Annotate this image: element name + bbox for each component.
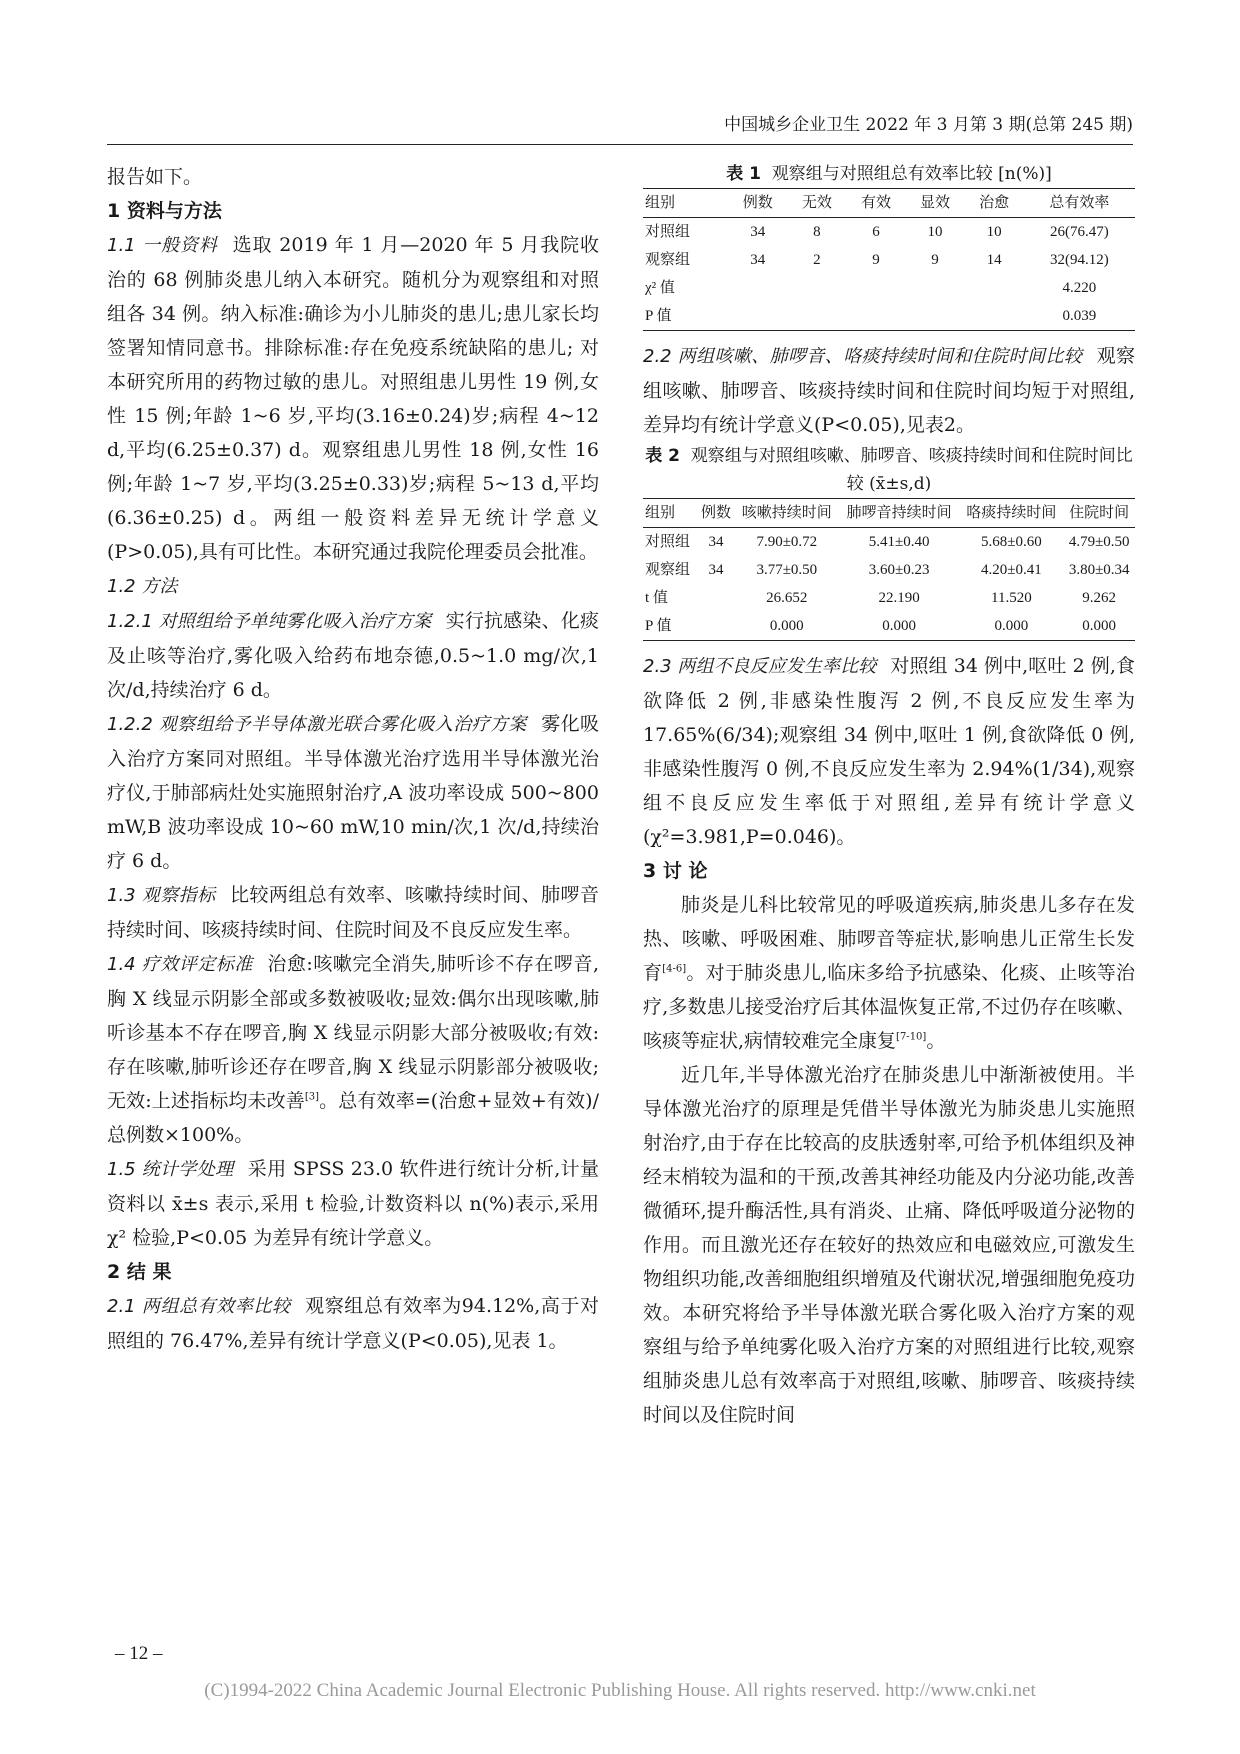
citation-7-10: [7-10]	[896, 1031, 927, 1043]
table-cell	[906, 274, 965, 302]
table-cell: 32(94.12)	[1049, 252, 1109, 268]
table-cell: 10	[927, 224, 943, 240]
table-cell: 14	[986, 252, 1002, 268]
section-1-2-1-title: 1.2.1 对照组给予单纯雾化吸入治疗方案	[107, 611, 432, 632]
table-cell: 4.20±0.41	[981, 562, 1042, 578]
table-1-header-row	[643, 189, 1135, 218]
section-1-3-text: 比较两组总有效率、咳嗽持续时间、肺啰音持续时间、咳痰持续时间、住院时间及不良反应发生率。	[107, 884, 599, 941]
section-1-1-title: 1.1 一般资料	[107, 235, 218, 256]
table-cell	[846, 274, 905, 302]
section-1-3	[107, 878, 599, 947]
table-1-header-cell: 组别	[645, 195, 676, 211]
table-cell: t 值	[645, 590, 668, 606]
section-2-1	[107, 1289, 599, 1358]
table-row	[643, 302, 1135, 331]
table-cell	[728, 302, 787, 331]
section-1-3-title: 1.3 观察指标	[107, 885, 216, 906]
table-1	[643, 160, 1135, 331]
table-cell: P 值	[645, 308, 672, 324]
section-2-3	[643, 649, 1135, 854]
table-cell: 9	[872, 252, 880, 268]
section-1-1-text: 选取 2019 年 1 月—2020 年 5 月我院收治的 68 例肺炎患儿纳入本研究。随机分为观察组和对照组各 34 例。纳入标准:确诊为小儿肺炎的患儿;患儿家长均签署知情同意书。排除标准:存在免疫系统缺陷的患儿; 对本研究所用的药物过敏的患儿。对照组患儿男性 19 例,女性 15 例;年龄 1~6 岁,平均(3.16±0.24)岁;病程 4~12 d,平均(6.25±0.37) d。观察组患儿男性 18 例,女性 16 例;年龄 1~7 岁,平均(3.25±0.33)岁;病程 5~13 d,平均(6.36±0.25) d。两组一般资料差异无统计学意义(P>0.05),具有可比性。本研究通过我院伦理委员会批准。	[107, 234, 599, 563]
table-cell: 34	[708, 534, 724, 550]
table-row	[643, 528, 1135, 557]
table-cell: 34	[708, 562, 724, 578]
table-row	[643, 274, 1135, 302]
table-2	[643, 442, 1135, 641]
table-cell: 对照组	[645, 224, 691, 240]
table-cell: 0.000	[1082, 618, 1117, 634]
table-1-header-cell: 治愈	[979, 195, 1010, 211]
table-cell: 10	[986, 224, 1002, 240]
table-row	[643, 556, 1135, 584]
table-2-header-cell: 咳嗽持续时间	[741, 505, 832, 521]
section-2-3-text: 对照组 34 例中,呕吐 2 例,食欲降低 2 例,非感染性腹泻 2 例,不良反应发生率为 17.65%(6/34);观察组 34 例中,呕吐 1 例,食欲降低 0 例,非感染性腹泻 0 例,不良反应发生率为 2.94%(1/34),观察组不良反应发生率低于对照组,差异有统计学意义(χ²=3.981,P=0.046)。	[643, 655, 1135, 848]
table-1-caption	[643, 160, 1135, 188]
section-1-1	[107, 228, 599, 569]
table-row	[643, 218, 1135, 247]
section-1-5-text: 采用 SPSS 23.0 软件进行统计分析,计量资料以 x̄±s 表示,采用 t 检验,计数资料以 n(%)表示,采用 χ² 检验,P<0.05 为差异有统计学意义。	[107, 1158, 599, 1249]
section-2-2-title: 2.2 两组咳嗽、肺啰音、咯痰持续时间和住院时间比较	[643, 346, 1083, 367]
left-column	[107, 160, 599, 1358]
page-number: – 12 –	[115, 1643, 163, 1664]
table-1-header-cell: 总有效率	[1049, 195, 1110, 211]
section-1-4-title: 1.4 疗效评定标准	[107, 954, 253, 975]
table-cell	[846, 302, 905, 331]
table-cell: 5.68±0.60	[981, 534, 1042, 550]
table-cell: 26(76.47)	[1049, 224, 1109, 240]
table-cell: 0.000	[994, 618, 1029, 634]
right-column	[643, 160, 1135, 1432]
table-2-header-row	[643, 499, 1135, 528]
heading-discussion: 3 讨 论	[643, 860, 708, 882]
table-cell	[787, 302, 846, 331]
table-row	[643, 584, 1135, 612]
table-cell	[965, 302, 1024, 331]
heading-methods: 1 资料与方法	[107, 200, 222, 222]
table-cell: 对照组	[645, 534, 691, 550]
table-cell: 2	[813, 252, 821, 268]
table-2-header-cell: 肺啰音持续时间	[846, 505, 952, 521]
table-1-grid	[643, 188, 1135, 331]
table-cell: 11.520	[991, 590, 1032, 606]
section-1-2-1-text: 实行抗感染、化痰及止咳等治疗,雾化吸入给药布地奈德,0.5~1.0 mg/次,1 次/d,持续治疗 6 d。	[107, 610, 599, 701]
table-cell	[906, 302, 965, 331]
table-cell: 3.77±0.50	[756, 562, 818, 578]
section-2-2	[643, 339, 1135, 442]
table-cell: 34	[750, 252, 766, 268]
discussion-paragraph-1: 肺炎是儿科比较常见的呼吸道疾病,肺炎患儿多存在发热、咳嗽、呼吸困难、肺啰音等症状,影响患儿正常生长发育[4-6]。对于肺炎患儿,临床多给予抗感染、化痰、止咳等治疗,多数患儿接受治疗后其体温恢复正常,不过仍存在咳嗽、咳痰等症状,病情较难完全康复[7-10]。	[643, 894, 1135, 1052]
section-1-4	[107, 947, 599, 1152]
table-2-caption	[643, 442, 1135, 498]
table-cell: 9	[931, 252, 939, 268]
table-cell: 9.262	[1082, 590, 1117, 606]
table-cell: 22.190	[878, 590, 920, 606]
section-2-2-text: 观察组咳嗽、肺啰音、咳痰持续时间和住院时间均短于对照组,差异均有统计学意义(P<0.05),见表2。	[643, 345, 1135, 436]
section-1-5	[107, 1152, 599, 1255]
section-1-2-2-text: 雾化吸入治疗方案同对照组。半导体激光治疗选用半导体激光治疗仪,于肺部病灶处实施照射治疗,A 波功率设成 500~800 mW,B 波功率设成 10~60 mW,10 min/次,1 次/d,持续治疗 6 d。	[107, 713, 599, 872]
table-cell	[697, 584, 735, 612]
discussion-paragraph-2: 近几年,半导体激光治疗在肺炎患儿中渐渐被使用。半导体激光治疗的原理是凭借半导体激光为肺炎患儿实施照射治疗,由于存在比较高的皮肤透射率,可给予机体组织及神经末梢较为温和的干预,改善其神经功能及内分泌功能,改善微循环,提升酶活性,具有消炎、止痛、降低呼吸道分泌物的作用。而且激光还存在较好的热效应和电磁效应,可激发生物组织功能,改善细胞组织增殖及代谢状况,增强细胞免疫功效。本研究将给予半导体激光联合雾化吸入治疗方案的观察组与给予单纯雾化吸入治疗方案的对照组进行比较,观察组肺炎患儿总有效率高于对照组,咳嗽、肺啰音、咳痰持续时间以及住院时间	[643, 1064, 1135, 1426]
table-cell: P 值	[645, 618, 672, 634]
table-cell	[965, 274, 1024, 302]
section-2-3-title: 2.3 两组不良反应发生率比较	[643, 656, 877, 677]
citation-3: [3]	[304, 1091, 320, 1103]
footer-copyright: (C)1994-2022 China Academic Journal Electronic Publishing House. All rights reserved. http://www.cnki.net	[204, 1680, 1036, 1701]
table-cell: 6	[872, 224, 880, 240]
table-cell: 34	[750, 224, 766, 240]
running-head: 中国城乡企业卫生 2022 年 3 月第 3 期(总第 245 期)	[107, 110, 1133, 145]
table-row	[643, 612, 1135, 641]
table-1-header-cell: 有效	[860, 195, 891, 211]
table-2-grid	[643, 498, 1135, 641]
table-1-header-cell: 无效	[801, 195, 832, 211]
table-cell: 观察组	[645, 252, 691, 268]
table-cell: 4.220	[1062, 280, 1097, 296]
table-cell	[787, 274, 846, 302]
table-2-header-cell: 咯痰持续时间	[966, 505, 1057, 521]
table-cell: 5.41±0.40	[868, 534, 930, 550]
table-cell: 26.652	[766, 590, 808, 606]
table-cell	[728, 274, 787, 302]
table-2-header-cell: 住院时间	[1069, 505, 1130, 521]
table-2-header-cell: 例数	[701, 505, 732, 521]
table-cell: 3.80±0.34	[1068, 562, 1130, 578]
table-cell: 0.039	[1062, 308, 1097, 324]
section-1-2-1	[107, 604, 599, 707]
table-cell: χ² 值	[645, 280, 675, 296]
table-1-number: 表 1	[726, 164, 761, 184]
table-cell: 4.79±0.50	[1068, 534, 1130, 550]
citation-4-6: [4-6]	[662, 963, 687, 975]
paragraph-report: 报告如下。	[107, 166, 203, 188]
table-cell	[697, 612, 735, 641]
section-1-4-text-a: 治愈:咳嗽完全消失,肺听诊不存在啰音,胸 X 线显示阴影全部或多数被吸收;显效:偶尔出现咳嗽,肺听诊基本不存在啰音,胸 X 线显示阴影大部分被吸收;有效:存在咳嗽,肺听诊还存在啰音,胸 X 线显示阴影部分被吸收;无效:上述指标均未改善	[107, 953, 599, 1112]
table-cell: 0.000	[882, 618, 916, 634]
table-1-title: 观察组与对照组总有效率比较 [n(%)]	[771, 164, 1052, 184]
section-2-1-text: 观察组总有效率为94.12%,高于对照组的 76.47%,差异有统计学意义(P<0.05),见表 1。	[107, 1295, 599, 1352]
table-cell: 0.000	[769, 618, 804, 634]
table-cell: 3.60±0.23	[868, 562, 930, 578]
table-1-header-cell: 显效	[920, 195, 951, 211]
table-row	[643, 246, 1135, 274]
table-cell: 8	[813, 224, 821, 240]
table-2-header-cell: 组别	[645, 505, 676, 521]
section-1-5-title: 1.5 统计学处理	[107, 1159, 234, 1180]
heading-results: 2 结 果	[107, 1261, 172, 1283]
section-1-2-2	[107, 707, 599, 878]
section-2-1-title: 2.1 两组总有效率比较	[107, 1296, 291, 1317]
table-1-header-cell: 例数	[742, 195, 773, 211]
section-1-4-text-b: 。总有效率=(治愈+显效+有效)/总例数×100%。	[107, 1090, 599, 1146]
table-2-number: 表 2	[645, 446, 680, 466]
section-1-2-title: 1.2 方法	[107, 576, 178, 597]
table-cell: 观察组	[645, 562, 691, 578]
section-1-2-2-title: 1.2.2 观察组给予半导体激光联合雾化吸入治疗方案	[107, 714, 527, 735]
table-2-title: 观察组与对照组咳嗽、肺啰音、咳痰持续时间和住院时间比较 (x̄±s,d)	[690, 446, 1133, 494]
table-cell: 7.90±0.72	[756, 534, 818, 550]
